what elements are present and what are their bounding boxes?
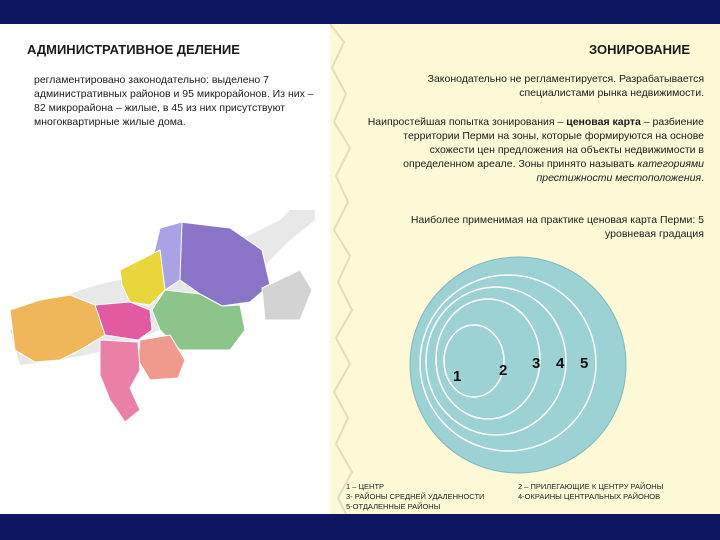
map-district-east xyxy=(262,270,312,320)
price-zones-diagram xyxy=(340,255,710,475)
zone-3-label: 3 xyxy=(532,355,541,372)
zones-legend-left xyxy=(346,482,516,512)
zone-2-label: 2 xyxy=(499,362,508,379)
zoning-paragraph-2: Наипростейшая попытка зонирования – ценовая карта – разбиение территории Перми на зоны, которые формируются на основе схожести цен предложения на объекты недвижимости в определенном ареале. Зоны принято называть категориями престижности местоположения. xyxy=(367,116,704,184)
top-bar xyxy=(0,0,720,24)
admin-division-text: регламентировано законодательно: выделено 7 административных районов и 95 микрорайонов. Из них – 82 микрорайона – жилые, в 45 из них присутствуют многоквартирные жилые дома. xyxy=(34,74,314,128)
zones-legend-right xyxy=(518,482,693,502)
map-district-south xyxy=(100,340,140,422)
legend-item-5: 5-ОТДАЛЕННЫЕ РАЙОНЫ xyxy=(346,502,441,511)
legend-item-1: 1 – ЦЕНТР xyxy=(346,482,385,491)
zoning-paragraph-3: Наиболее применимая на практике ценовая карта Перми: 5 уровневая градация xyxy=(410,214,704,240)
zoning-paragraph-1: Законодательно не регламентируется. Разрабатывается специалистами рынка недвижимости. xyxy=(427,73,704,99)
zone-4-label: 4 xyxy=(556,355,565,372)
legend-item-4: 4-ОКРАИНЫ ЦЕНТРАЛЬНЫХ РАЙОНОВ xyxy=(518,492,661,501)
price-map-term: ценовая карта xyxy=(566,116,641,128)
zone-1-label: 1 xyxy=(453,368,462,385)
legend-item-3: 3- РАЙОНЫ СРЕДНЕЙ УДАЛЕННОСТИ xyxy=(346,492,485,501)
legend-item-2: 2 – ПРИЛЕГАЮЩИЕ К ЦЕНТРУ РАЙОНЫ xyxy=(518,482,664,491)
admin-division-title: АДМИНИСТРАТИВНОЕ ДЕЛЕНИЕ xyxy=(27,42,240,57)
zone-5-label: 5 xyxy=(580,355,589,372)
bottom-bar xyxy=(0,514,720,540)
zoning-title: ЗОНИРОВАНИЕ xyxy=(589,42,690,57)
prestige-term: категориями престижности местоположения xyxy=(536,158,704,184)
district-map xyxy=(0,210,325,425)
zone-5-ring xyxy=(410,257,626,473)
